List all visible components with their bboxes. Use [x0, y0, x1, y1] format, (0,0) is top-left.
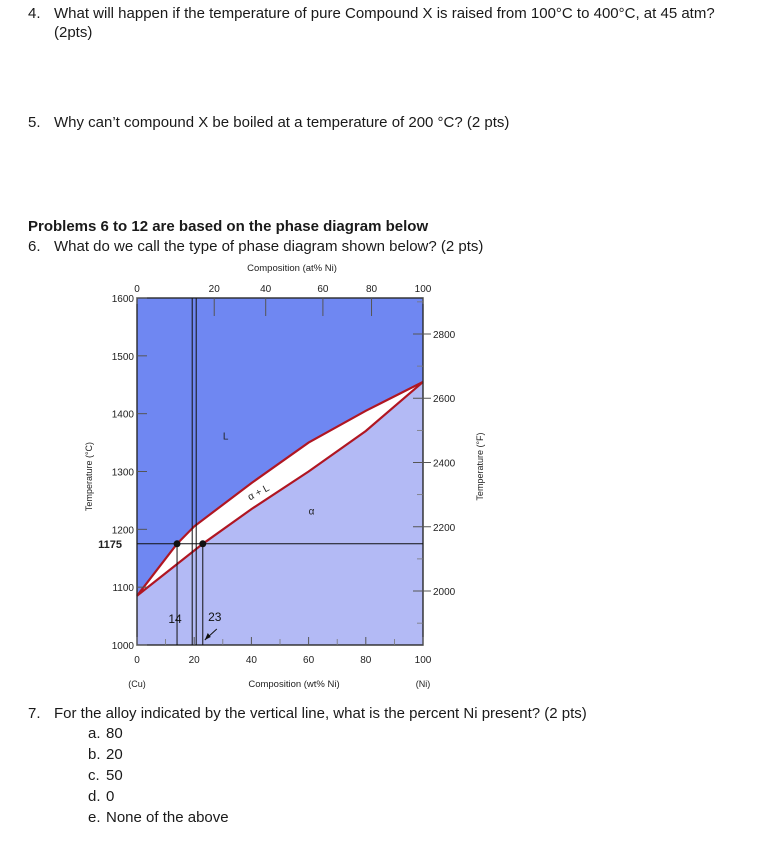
x-tick-label: 60 [303, 655, 315, 666]
question-text: What will happen if the temperature of pure Compound X is raised from 100°C to 400°C, at 45 atm? [54, 5, 715, 22]
x-axis-title: Composition (wt% Ni) [248, 679, 340, 690]
region-label-solid: α [308, 506, 315, 518]
option-c[interactable] [88, 767, 123, 784]
question-7 [28, 704, 587, 723]
option-text: 80 [106, 725, 123, 742]
question-number: 4. [28, 5, 41, 22]
question-number: 6. [28, 238, 41, 255]
y-isotherm-label: 1175 [98, 538, 122, 551]
y-tick-label: 1300 [111, 467, 134, 479]
y2-tick-label: 2200 [433, 522, 456, 534]
y2-tick-label: 2800 [433, 329, 456, 341]
option-e[interactable] [88, 809, 229, 826]
y2-tick-label: 2400 [433, 458, 456, 470]
option-b[interactable] [88, 746, 123, 763]
option-letter: e. [88, 809, 101, 826]
y2-tick-label: 2000 [433, 587, 456, 599]
top-tick-label: 40 [260, 284, 272, 295]
y2-tick-label: 2600 [433, 394, 456, 406]
option-text: 50 [106, 767, 123, 784]
x-tick-label: 100 [414, 655, 432, 666]
y-axis-title: Temperature (°C) [84, 441, 94, 512]
option-letter: b. [88, 746, 101, 763]
top-tick-label: 0 [134, 284, 140, 295]
option-d[interactable] [88, 788, 114, 805]
option-a[interactable] [88, 725, 123, 742]
x-end-label-cu: (Cu) [128, 679, 146, 689]
x-tick-label: 20 [188, 655, 200, 666]
x-tick-label: 80 [360, 655, 372, 666]
question-text: For the alloy indicated by the vertical line, what is the percent Ni present? (2 pts) [54, 705, 587, 722]
region-label-two-phase: α + L [246, 482, 272, 504]
liquidus-comp-label: 14 [168, 612, 182, 626]
region-label-liquid: L [222, 431, 229, 443]
y-tick-label: 1600 [111, 294, 134, 305]
top-tick-label: 20 [208, 284, 220, 295]
solidus-point [199, 540, 206, 547]
y-tick-label: 1400 [111, 409, 134, 421]
question-number: 5. [28, 114, 41, 131]
option-text: 20 [106, 746, 123, 763]
option-text: 0 [106, 788, 115, 805]
y-tick-label: 1200 [111, 525, 134, 537]
top-tick-label: 60 [317, 284, 329, 295]
option-letter: d. [88, 788, 101, 805]
option-letter: a. [88, 725, 101, 742]
solidus-comp-label: 23 [208, 610, 222, 624]
y-tick-label: 1000 [111, 641, 134, 652]
question-number: 7. [28, 705, 41, 722]
question-points: (2pts) [54, 24, 93, 41]
top-tick-label: 100 [414, 284, 432, 295]
question-text: Why can’t compound X be boiled at a temperature of 200 °C? (2 pts) [54, 114, 510, 131]
y2-axis-title: Temperature (°F) [475, 432, 485, 501]
option-letter: c. [88, 767, 100, 784]
y-tick-label: 1100 [112, 583, 134, 595]
section-heading: Problems 6 to 12 are based on the phase diagram below [28, 218, 429, 235]
top-axis-title: Composition (at% Ni) [247, 263, 337, 274]
y-tick-label: 1500 [111, 351, 134, 363]
liquidus-point [174, 540, 181, 547]
x-tick-label: 40 [245, 655, 257, 666]
option-text: None of the above [106, 809, 229, 826]
x-end-label-ni: (Ni) [415, 679, 431, 689]
top-tick-label: 80 [365, 284, 378, 295]
x-tick-label: 0 [134, 655, 140, 666]
question-text: What do we call the type of phase diagram shown below? (2 pts) [54, 238, 484, 255]
